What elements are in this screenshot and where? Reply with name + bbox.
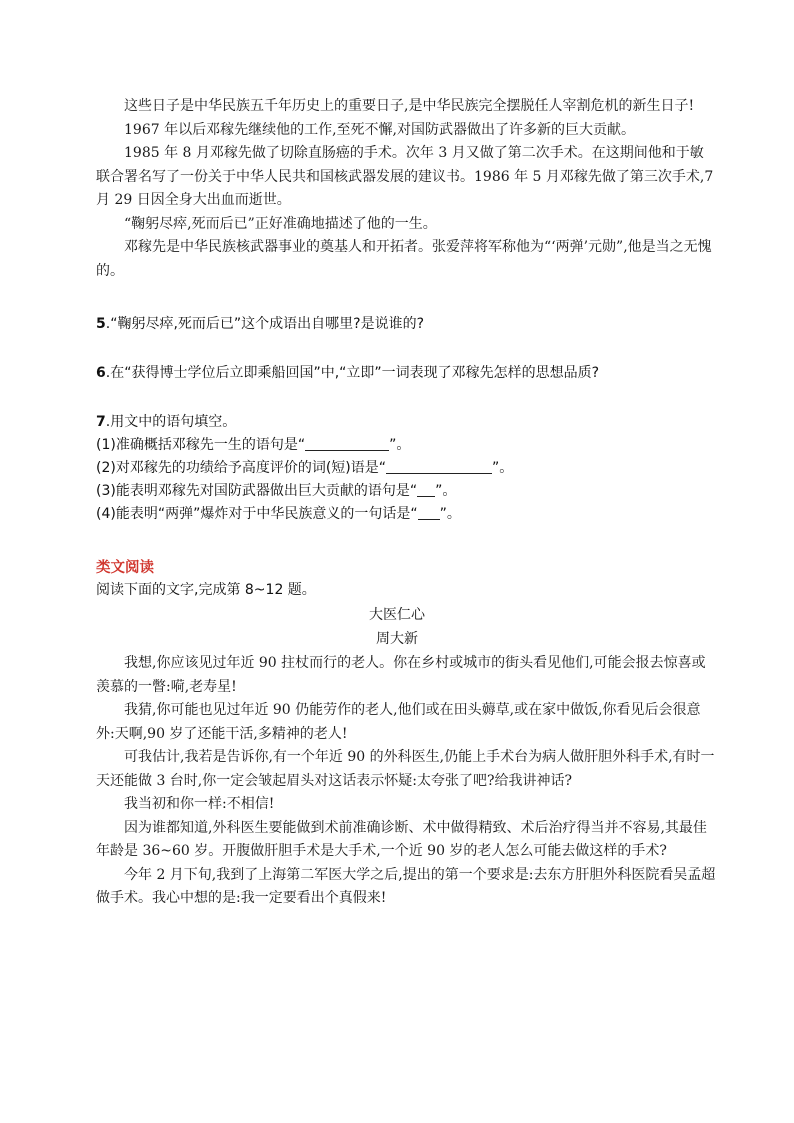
paragraph: 今年 2 月下旬,我到了上海第二军医大学之后,提出的第一个要求是:去东方肝胆外科医院看吴孟超做手术。我心中想的是:我一定要看出个真假来!	[96, 866, 716, 906]
paragraph: 我猜,你可能也见过年近 90 仍能劳作的老人,他们或在田头薅草,或在家中做饭,你看见后会很意外:天啊,90 岁了还能干活,多精神的老人!	[96, 702, 701, 742]
passage-1	[96, 95, 716, 283]
paragraph: 我想,你应该见过年近 90 拄杖而行的老人。你在乡村或城市的街头看见他们,可能会报去惊喜或羡慕的一瞥:嗬,老寿星!	[96, 655, 706, 695]
question-6: 6.在“获得博士学位后立即乘船回国”中,“立即”一词表现了邓稼先怎样的思想品质?	[96, 365, 600, 381]
paragraph: 邓稼先是中华民族核武器事业的奠基人和开拓者。张爱萍将军称他为“‘两弹’元勋”,他是当之无愧的。	[96, 239, 712, 279]
paragraph: 这些日子是中华民族五千年历史上的重要日子,是中华民族完全摆脱任人宰割危机的新生日子!	[124, 98, 695, 114]
paragraph: 1985 年 8 月邓稼先做了切除直肠癌的手术。次年 3 月又做了第二次手术。在这期间他和于敏联合署名写了一份关于中华人民共和国核武器发展的建议书。1986 年 5 月邓稼先做了第三次手术,7 月 29 日因全身大出血而逝世。	[96, 145, 714, 208]
paragraph: 我当初和你一样:不相信!	[124, 796, 275, 812]
question-5: 5.“鞠躬尽瘁,死而后已”这个成语出自哪里?是说谁的?	[96, 316, 425, 332]
question-7-item-1: (1)准确概括邓稼先一生的语句是“ ”。	[96, 437, 411, 453]
paragraph: 1967 年以后邓稼先继续他的工作,至死不懈,对国防武器做出了许多新的巨大贡献。	[124, 121, 635, 138]
question-7-item-2: (2)对邓稼先的功绩给予高度评价的词(短)语是“ ”。	[96, 460, 514, 476]
article-author: 周大新	[376, 631, 418, 647]
answer-blank[interactable]	[305, 435, 389, 451]
answer-blank[interactable]	[417, 481, 435, 497]
question-7: 7.用文中的语句填空。	[96, 414, 237, 430]
paragraph: “鞠躬尽瘁,死而后已”正好准确地描述了他的一生。	[124, 215, 437, 232]
answer-blank[interactable]	[386, 458, 492, 474]
question-7-item-4: (4)能表明“两弹”爆炸对于中华民族意义的一句话是“ ”。	[96, 506, 461, 522]
paragraph: 因为谁都知道,外科医生要能做到术前准确诊断、术中做得精致、术后治疗得当并不容易,其最佳年龄是 36~60 岁。开腹做肝胆手术是大手术,一个近 90 岁的老人怎么可能去做这样的手术?	[96, 819, 707, 859]
question-7-item-3: (3)能表明邓稼先对国防武器做出巨大贡献的语句是“ ”。	[96, 483, 457, 499]
passage-2	[96, 652, 716, 911]
paragraph: 可我估计,我若是告诉你,有一个年近 90 的外科医生,仍能上手术台为病人做肝胆外科手术,有时一天还能做 3 台时,你一定会皱起眉头对这话表示怀疑:太夸张了吧?给我讲神话?	[96, 749, 715, 789]
reading-instruction: 阅读下面的文字,完成第 8~12 题。	[96, 582, 316, 598]
article-title: 大医仁心	[369, 607, 425, 623]
section-heading: 类文阅读	[96, 560, 154, 576]
answer-blank[interactable]	[418, 504, 440, 520]
